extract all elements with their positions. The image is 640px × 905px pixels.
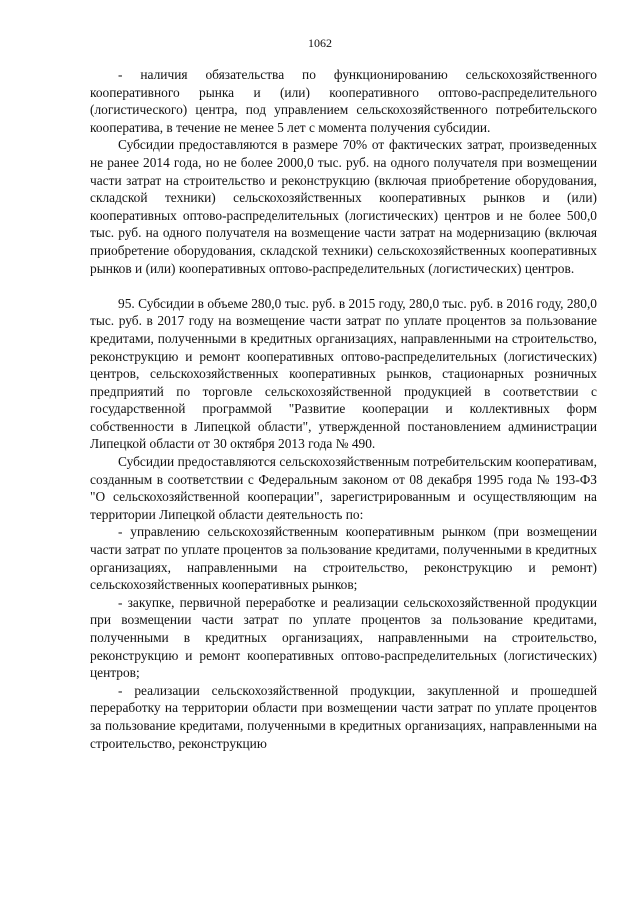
paragraph-product-sales: - реализации сельскохозяйственной продукции, закупленной и прошедшей переработку на территории области при возмещении части затрат по уплате процентов за пользование кредитами, полученными в кредитных организациях, направленными на строительство, реконструкцию (90, 682, 597, 751)
paragraph-subsidy-recipients: Субсидии предоставляются сельскохозяйственным потребительским кооперативам, созданным в соответствии с Федеральным законом от 08 декабря 1995 года № 193-ФЗ "О сельскохозяйственной кооперации", зарегистрированным и осуществляющим на территории Липецкой области деятельность по: (90, 454, 597, 522)
document-body (90, 66, 597, 752)
paragraph-cooperative-obligation: - наличия обязательства по функционированию сельскохозяйственного кооперативного рынка и (или) кооперативного оптово-распределительного (логистического) центра, под управлением сельскохозяйственного потребительского кооператива, в течение не менее 5 лет с момента получения субсидии. (90, 67, 597, 135)
paragraph-item-95: 95. Субсидии в объеме 280,0 тыс. руб. в 2015 году, 280,0 тыс. руб. в 2016 году, 280,0 тыс. руб. в 2017 году на возмещение части затрат по уплате процентов за пользование кредитами, полученными в кредитных организациях, направленными на строительство, реконструкцию и ремонт кооперативных оптово-распределительных (логистических) центров, сельскохозяйственных кооперативных рынков, стационарных розничных предприятий по торговле сельскохозяйственной продукцией в соответствии с государственной программой "Развитие кооперации и коллективных форм собственности в Липецкой области", утвержденной постановлением администрации Липецкой области от 30 октября 2013 года № 490. (90, 295, 597, 452)
paragraph-subsidy-amount: Субсидии предоставляются в размере 70% от фактических затрат, произведенных не ранее 2014 года, но не более 2000,0 тыс. руб. на одного получателя при возмещении части затрат на строительство и реконструкцию (включая приобретение оборудования, складской техники) сельскохозяйственных кооперативных рынков и (или) кооперативных оптово-распределительных (логистических) центров и не более 500,0 тыс. руб. на одного получателя на возмещение части затрат на модернизацию (включая приобретение оборудования, складской техники) сельскохозяйственных кооперативных рынков и (или) кооперативных оптово-распределительных (логистических) центров. (90, 137, 597, 276)
page-number: 1062 (308, 36, 332, 50)
paragraph-procurement-processing: - закупке, первичной переработке и реализации сельскохозяйственной продукции при возмещении части затрат по уплате процентов за пользование кредитами, полученными в кредитных организациях, направленными на строительство, реконструкцию и ремонт кооперативных оптово-распределительных (логистических) центров; (90, 594, 597, 681)
paragraph-market-management: - управлению сельскохозяйственным кооперативным рынком (при возмещении части затрат по уплате процентов за пользование кредитами, полученными в кредитных организациях, направленными на строительство, реконструкцию и ремонт) сельскохозяйственных кооперативных рынков; (90, 524, 597, 593)
